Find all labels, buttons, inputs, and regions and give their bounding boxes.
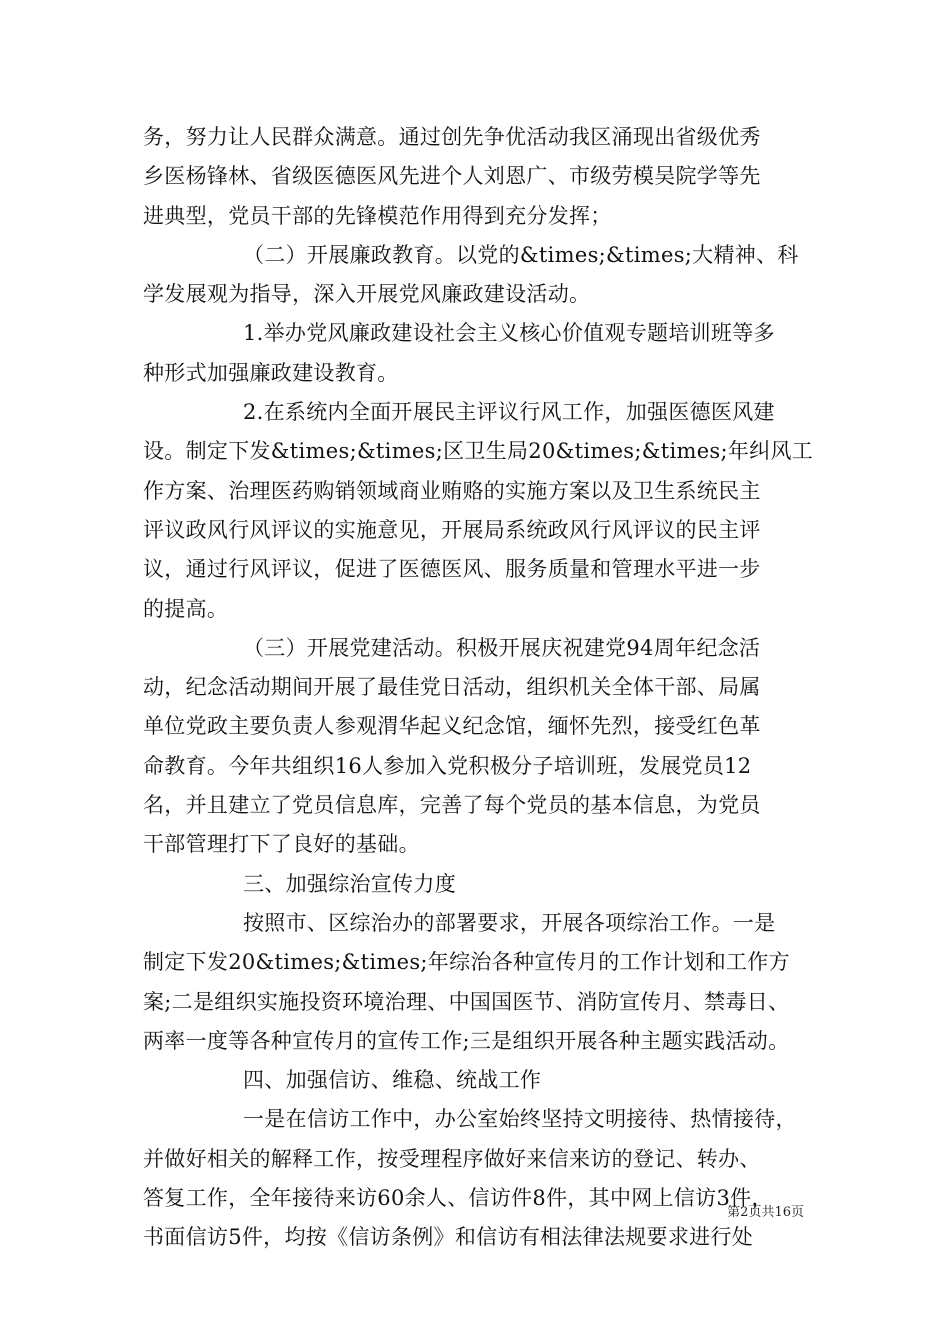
paragraph-start: 一是在信访工作中，办公室始终坚持文明接待、热情接待， <box>243 1107 797 1132</box>
list-item-2: 2.在系统内全面开展民主评议行风工作，加强医德医风建 <box>243 400 775 425</box>
text-line: 议，通过行风评议，促进了医德医风、服务质量和管理水平进一步 <box>143 557 761 582</box>
text-line: 制定下发20&times;&times;年综治各种宣传月的工作计划和工作方 <box>143 950 790 975</box>
chapter-heading-3: 三、加强综治宣传力度 <box>243 871 456 896</box>
list-item-1: 1.举办党风廉政建设社会主义核心价值观专题培训班等多 <box>243 321 775 346</box>
text-line: 评议政风行风评议的实施意见，开展局系统政风行风评议的民主评 <box>143 517 761 542</box>
paragraph-start: 按照市、区综治办的部署要求，开展各项综治工作。一是 <box>243 910 776 935</box>
text-line: 干部管理打下了良好的基础。 <box>143 832 420 857</box>
page-number-footer: 第2页共16页 <box>727 1205 804 1220</box>
section-heading-3: （三）开展党建活动。积极开展庆祝建党94周年纪念活 <box>243 635 761 660</box>
text-line: 的提高。 <box>143 596 229 621</box>
chapter-heading-4: 四、加强信访、维稳、统战工作 <box>243 1068 542 1093</box>
text-line: 并做好相关的解释工作，按受理程序做好来信来访的登记、转办、 <box>143 1146 761 1171</box>
text-line: 书面信访5件，均按《信访条例》和信访有相法律法规要求进行处 <box>143 1225 754 1250</box>
text-line: 答复工作，全年接待来访60余人、信访件8件，其中网上信访3件， <box>143 1186 773 1211</box>
text-line: 务，努力让人民群众满意。通过创先争优活动我区涌现出省级优秀 <box>143 125 761 149</box>
section-heading-2: （二）开展廉政教育。以党的&times;&times;大精神、科 <box>243 242 799 267</box>
text-line: 设。制定下发&times;&times;区卫生局20&times;&times;年纠风工 <box>143 439 814 464</box>
text-line: 案;二是组织实施投资环境治理、中国国医节、消防宣传月、禁毒日、 <box>143 989 790 1014</box>
text-line: 进典型，党员干部的先锋模范作用得到充分发挥； <box>143 203 612 228</box>
text-line: 学发展观为指导，深入开展党风廉政建设活动。 <box>143 282 591 307</box>
text-line: 名，并且建立了党员信息库，完善了每个党员的基本信息，为党员 <box>143 793 761 818</box>
text-line: 单位党政主要负责人参观渭华起义纪念馆，缅怀先烈，接受红色革 <box>143 714 761 739</box>
text-line: 命教育。今年共组织16人参加入党积极分子培训班，发展党员12 <box>143 753 752 778</box>
document-body <box>143 118 813 1258</box>
text-line: 作方案、治理医药购销领域商业贿赂的实施方案以及卫生系统民主 <box>143 478 761 503</box>
text-line: 动，纪念活动期间开展了最佳党日活动，组织机关全体干部、局属 <box>143 675 761 700</box>
text-line: 乡医杨锋林、省级医德医风先进个人刘恩广、市级劳模吴院学等先 <box>143 164 761 189</box>
text-line: 两率一度等各种宣传月的宣传工作;三是组织开展各种主题实践活动。 <box>143 1028 790 1053</box>
text-line: 种形式加强廉政建设教育。 <box>143 360 399 385</box>
